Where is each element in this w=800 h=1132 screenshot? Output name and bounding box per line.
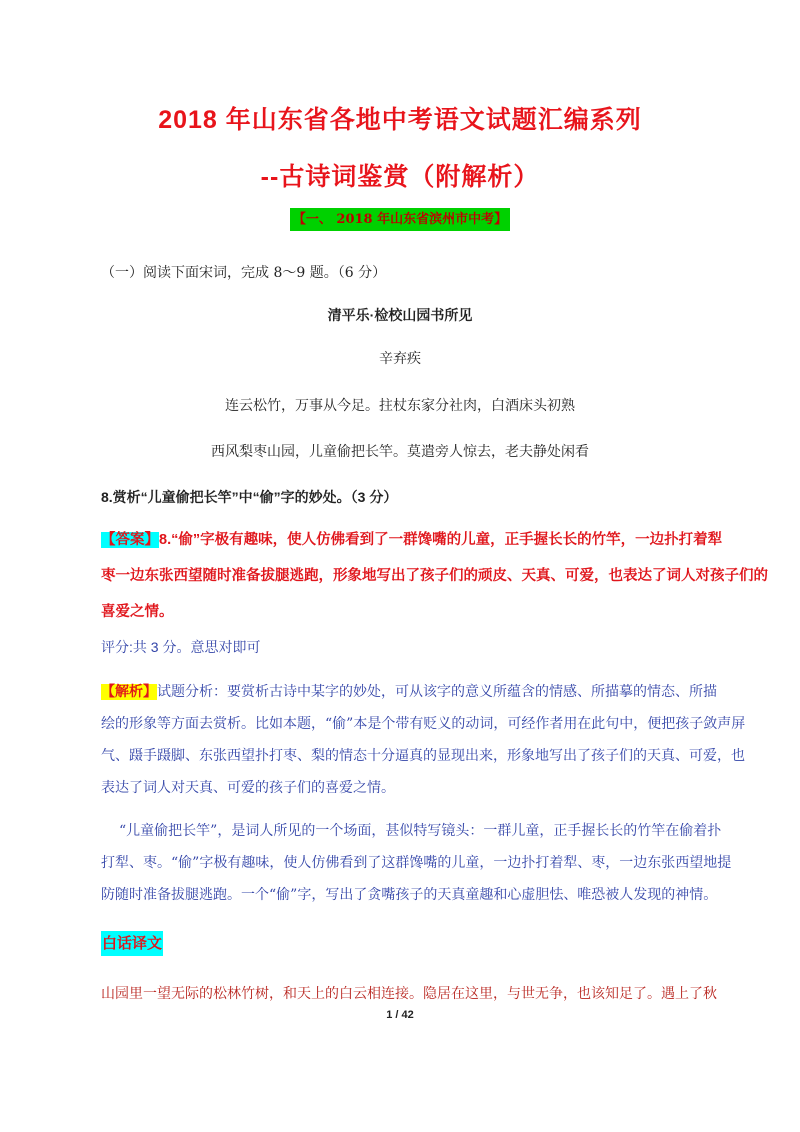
analysis-line-3: 气、蹑手蹑脚、东张西望扑打枣、梨的情态十分逼真的显现出来，形象地写出了孩子们的天真、可爱，也 bbox=[101, 748, 745, 764]
answer-line-1: 【答案】8.“偷”字极有趣味，使人仿佛看到了一群馋嘴的儿童，正手握长长的竹竿，一边扑打着犁 bbox=[101, 532, 723, 548]
section-label: 【一、 2018 年山东省滨州市中考】 bbox=[290, 208, 510, 231]
scoring-note: 评分:共 3 分。意思对即可 bbox=[101, 639, 261, 655]
analysis-line-1: 【解析】试题分析：要赏析古诗中某字的妙处，可从该字的意义所蕴含的情感、所描摹的情态、所描 bbox=[101, 684, 717, 700]
analysis-tag: 【解析】 bbox=[101, 684, 157, 700]
document-title: 2018 年山东省各地中考语文试题汇编系列 bbox=[158, 106, 642, 134]
section-header bbox=[0, 208, 800, 228]
question-8: 8.赏析“儿童偷把长竿”中“偷”字的妙处。（3 分） bbox=[101, 489, 398, 505]
answer-line-2: 枣一边东张西望随时准备拔腿逃跑，形象地写出了孩子们的顽皮、天真、可爱，也表达了词人对孩子们的 bbox=[101, 568, 768, 584]
poem-line-1: 连云松竹，万事从今足。拄杖东家分社肉，白酒床头初熟 bbox=[225, 398, 575, 414]
poem-title: 清平乐·检校山园书所见 bbox=[327, 307, 473, 323]
translation-heading: 白话译文 bbox=[101, 932, 163, 953]
answer-block bbox=[101, 522, 768, 630]
commentary-block bbox=[101, 815, 732, 911]
poem-author: 辛弃疾 bbox=[379, 351, 421, 367]
document-subtitle: --古诗词鉴赏（附解析） bbox=[260, 163, 540, 191]
commentary-line-2: 打犁、枣。“偷”字极有趣味，使人仿佛看到了这群馋嘴的儿童，一边扑打着犁、枣，一边东张西望地提 bbox=[101, 855, 732, 871]
analysis-line-4: 表达了词人对天真、可爱的孩子们的喜爱之情。 bbox=[101, 780, 395, 796]
analysis-block bbox=[101, 676, 746, 804]
page-number: 1 / 42 bbox=[386, 1009, 414, 1021]
commentary-line-3: 防随时准备拔腿逃跑。一个“偷”字，写出了贪嘴孩子的天真童趣和心虚胆怯、唯恐被人发现的神情。 bbox=[101, 887, 718, 903]
answer-tag: 【答案】 bbox=[101, 532, 159, 548]
answer-line-3: 喜爱之情。 bbox=[101, 604, 174, 620]
translation-line-1: 山园里一望无际的松林竹树，和天上的白云相连接。隐居在这里，与世无争，也该知足了。遇上了秋 bbox=[101, 986, 717, 1002]
analysis-line-2: 绘的形象等方面去赏析。比如本题，“偷”本是个带有贬义的动词，可经作者用在此句中，便把孩子敛声屏 bbox=[101, 716, 746, 732]
poem-line-2: 西风梨枣山园，儿童偷把长竿。莫遣旁人惊去，老夫静处闲看 bbox=[211, 444, 589, 460]
question-intro: （一）阅读下面宋词，完成 8～9 题。（6 分） bbox=[101, 265, 387, 281]
commentary-line-1: “儿童偷把长竿”，是词人所见的一个场面，甚似特写镜头：一群儿童，正手握长长的竹竿在偷着扑 bbox=[119, 823, 722, 839]
